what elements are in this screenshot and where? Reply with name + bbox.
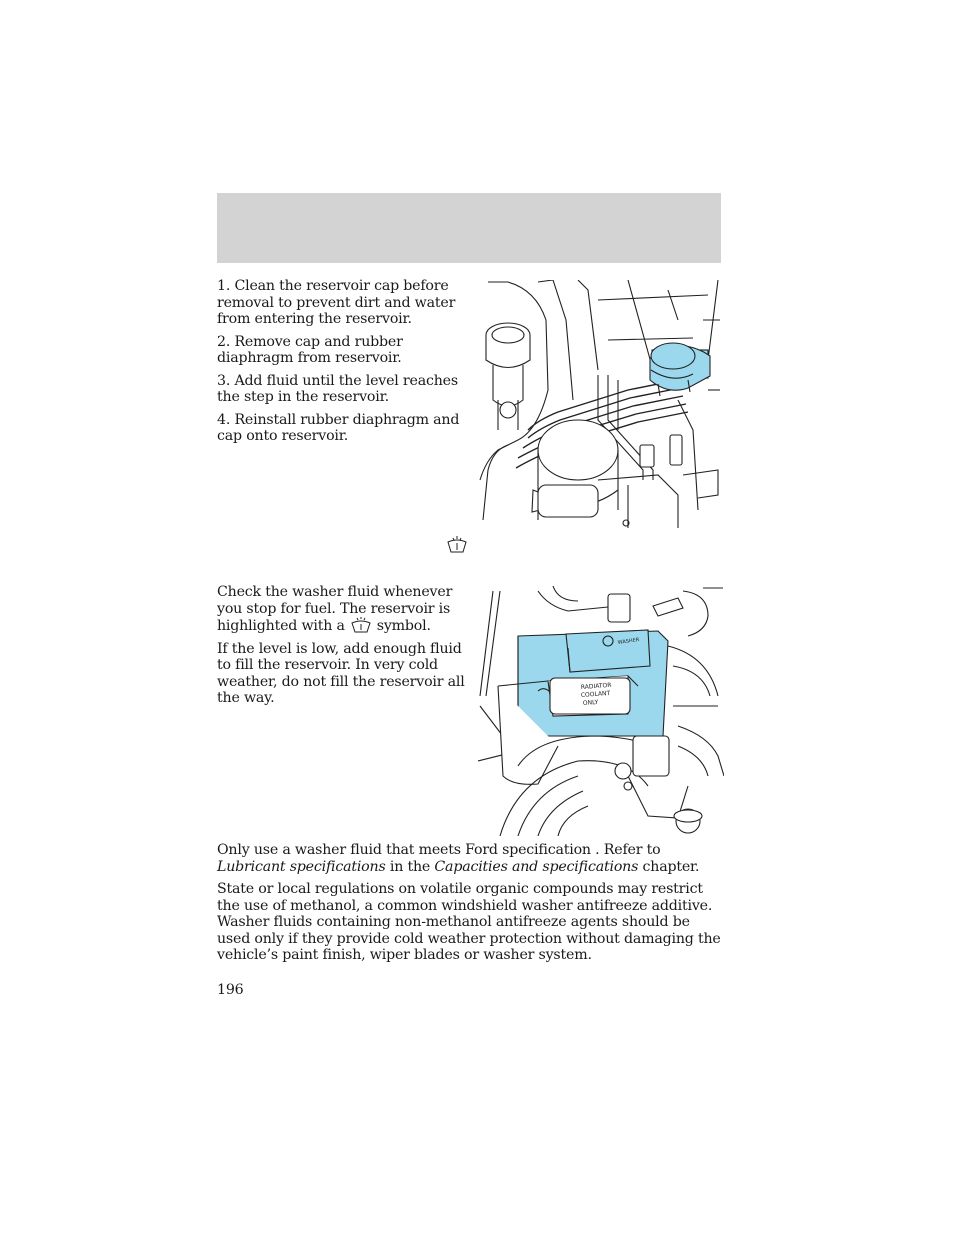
svg-text:WASHER: WASHER: [617, 637, 640, 646]
spec-text-c: chapter.: [642, 858, 700, 875]
washer-paragraph-2: If the level is low, add enough fluid to fill the reservoir. In very cold weather, do not fill the reservoir all the way.: [217, 640, 465, 706]
figure-label-only: ONLY: [582, 698, 599, 707]
washer-p1-text: Check the washer fluid whenever you stop for fuel. The reservoir is highlighted with a: [217, 584, 453, 634]
step-1: 1. Clean the reservoir cap before removal to prevent dirt and water from entering the reservoir.: [217, 278, 456, 327]
washer-p1-end: symbol.: [376, 618, 431, 634]
lubricant-specifications-ref: Lubricant specifications: [217, 858, 386, 875]
reservoir-cap-illustration: [478, 280, 722, 528]
capacities-chapter-ref: Capacities and specifications: [434, 858, 639, 875]
spec-text-b: in the: [389, 858, 431, 875]
washer-paragraph-1: [217, 584, 467, 635]
figure-label-radiator: RADIATOR: [580, 681, 612, 691]
windshield-washer-icon: [446, 536, 468, 554]
spec-text-a: Only use a washer fluid that meets Ford specification . Refer to: [217, 842, 661, 858]
section-header-band: [217, 193, 721, 263]
washer-reservoir-illustration: [478, 586, 724, 836]
figure-label-coolant: COOLANT: [580, 689, 611, 699]
specification-paragraph: [217, 842, 727, 875]
washer-fluid-instructions: [217, 584, 467, 713]
reservoir-steps: [217, 278, 467, 451]
step-3: 3. Add fluid until the level reaches the step in the reservoir.: [217, 372, 458, 405]
step-4: 4. Reinstall rubber diaphragm and cap onto reservoir.: [217, 411, 460, 444]
windshield-washer-icon: [349, 617, 373, 633]
step-2: 2. Remove cap and rubber diaphragm from reservoir.: [217, 333, 403, 366]
page-number: 196: [217, 982, 244, 998]
regulations-paragraph: State or local regulations on volatile organic compounds may restrict the use of methanol, a common windshield washer antifreeze additive. Washer fluids containing non-methanol antifreeze agents should be used only if they provide cold weather protection without damaging the vehicle’s paint finish, wiper blades or washer system.: [217, 881, 721, 963]
washer-fluid-specification: [217, 842, 727, 970]
